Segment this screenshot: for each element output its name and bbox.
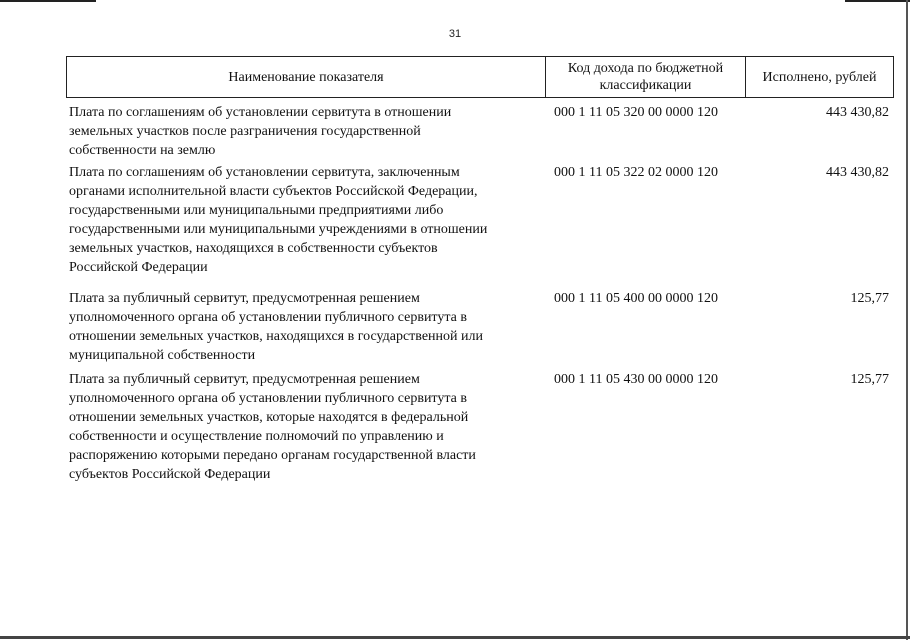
name-line: распоряжению которыми передано органам государственной власти xyxy=(69,448,476,463)
name-line: собственности и осуществление полномочий по управлению и xyxy=(69,429,444,444)
row-indicator-name xyxy=(69,370,539,484)
scan-edge-right xyxy=(906,0,908,640)
row-budget-code: 000 1 11 05 320 00 0000 120 xyxy=(554,105,718,120)
name-line: органами исполнительной власти субъектов Российской Федерации, xyxy=(69,184,478,199)
scan-edge-top-left xyxy=(0,0,96,2)
name-line: субъектов Российской Федерации xyxy=(69,467,271,482)
name-line: земельных участков, находящихся в собственности субъектов xyxy=(69,241,438,256)
row-executed-value: 443 430,82 xyxy=(826,165,889,180)
page-number: 31 xyxy=(448,28,462,40)
name-line: отношении земельных участков, находящихся в государственной или xyxy=(69,329,483,344)
scan-edge-top-right xyxy=(845,0,910,2)
row-executed-value: 125,77 xyxy=(850,291,889,306)
row-budget-code: 000 1 11 05 322 02 0000 120 xyxy=(554,165,718,180)
name-line: земельных участков после разграничения государственной xyxy=(69,124,421,139)
name-line: уполномоченного органа об установлении публичного сервитута в xyxy=(69,310,467,325)
header-executed: Исполнено, рублей xyxy=(762,69,877,85)
name-line: Плата за публичный сервитут, предусмотренная решением xyxy=(69,291,420,306)
table-header xyxy=(66,56,894,98)
row-executed-value: 443 430,82 xyxy=(826,105,889,120)
row-executed-value: 125,77 xyxy=(850,372,889,387)
name-line: отношении земельных участков, которые находятся в федеральной xyxy=(69,410,469,425)
name-line: государственными или муниципальными предприятиями либо xyxy=(69,203,444,218)
row-budget-code: 000 1 11 05 430 00 0000 120 xyxy=(554,372,718,387)
name-line: Плата по соглашениям об установлении сервитута в отношении xyxy=(69,105,452,120)
name-line: уполномоченного органа об установлении публичного сервитута в xyxy=(69,391,467,406)
name-line: Российской Федерации xyxy=(69,260,208,275)
name-line: Плата по соглашениям об установлении сервитута, заключенным xyxy=(69,165,460,180)
header-indicator-name: Наименование показателя xyxy=(67,57,546,97)
row-indicator-name xyxy=(69,163,539,277)
name-line: собственности на землю xyxy=(69,143,216,158)
name-line: муниципальной собственности xyxy=(69,348,256,363)
row-budget-code: 000 1 11 05 400 00 0000 120 xyxy=(554,291,718,306)
name-line: государственными или муниципальными учреждениями в отношении xyxy=(69,222,488,237)
header-budget-code: Код дохода по бюджетной классификации xyxy=(546,57,746,97)
name-line: Плата за публичный сервитут, предусмотренная решением xyxy=(69,372,420,387)
scan-edge-bottom xyxy=(0,636,910,639)
row-indicator-name xyxy=(69,103,539,160)
row-indicator-name xyxy=(69,289,539,365)
